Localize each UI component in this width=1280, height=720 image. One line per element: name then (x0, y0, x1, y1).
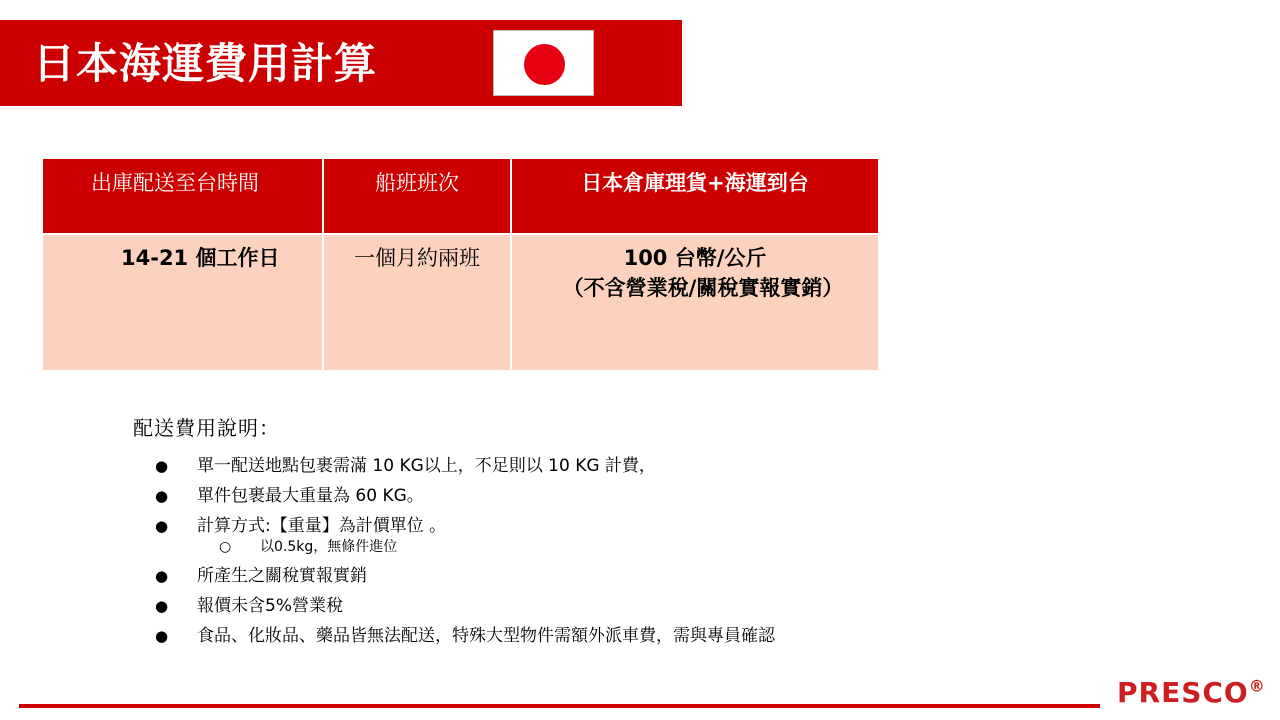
notes-section (133, 412, 775, 655)
cell-price (511, 234, 879, 371)
price-rate: 100 台幣/公斤 (623, 246, 767, 270)
notes-title: 配送費用說明： (133, 416, 280, 440)
list-item-text: 單件包裹最大重量為 60 KG。 (197, 486, 424, 506)
list-item-text: 單一配送地點包裹需滿 10 KG以上，不足則以 10 KG 計費， (197, 456, 656, 476)
sub-bullet-icon: ○ (219, 539, 232, 555)
bullet-icon: ● (155, 597, 169, 615)
bullet-icon: ● (155, 627, 169, 645)
title-bar (0, 20, 682, 106)
sub-list-item (133, 539, 775, 565)
cell-sailing-frequency: 一個月約兩班 (323, 234, 511, 371)
header-sailing-frequency: 船班班次 (323, 158, 511, 234)
cell-delivery-time: 14-21 個工作日 (42, 234, 323, 371)
list-item (133, 565, 775, 595)
bullet-icon: ● (155, 567, 169, 585)
list-item-text: 計算方式:【重量】為計價單位 。 (197, 516, 447, 536)
presco-logo (1117, 676, 1266, 709)
footer-divider (19, 704, 1100, 708)
list-item-text: 所產生之關稅實報實銷 (197, 566, 367, 586)
list-item-text: 食品、化妝品、藥品皆無法配送，特殊大型物件需額外派車費，需與專員確認 (197, 626, 775, 646)
page-title: 日本海運費用計算 (33, 39, 378, 88)
bullet-icon: ● (155, 517, 169, 535)
list-item (133, 595, 775, 625)
list-item (133, 485, 775, 515)
header-delivery-time: 出庫配送至台時間 (42, 158, 323, 234)
table-header-row (42, 158, 879, 234)
price-note: （不含營業稅/關稅實報實銷） (562, 276, 844, 300)
list-item (133, 455, 775, 485)
sub-list-item-text: 以0.5kg，無條件進位 (260, 539, 398, 555)
table-row (42, 234, 879, 371)
bullet-icon: ● (155, 457, 169, 475)
header-price: 日本倉庫理貨+海運到台 (511, 158, 879, 234)
registered-mark: ® (1248, 676, 1266, 696)
logo-text: PRESCO (1117, 676, 1249, 709)
shipping-rates-table (41, 157, 880, 372)
flag-sun (524, 44, 565, 85)
list-item (133, 625, 775, 655)
bullet-icon: ● (155, 487, 169, 505)
notes-list (133, 455, 775, 655)
list-item-text: 報價未含5%營業稅 (197, 596, 343, 616)
japan-flag-icon (493, 30, 594, 96)
